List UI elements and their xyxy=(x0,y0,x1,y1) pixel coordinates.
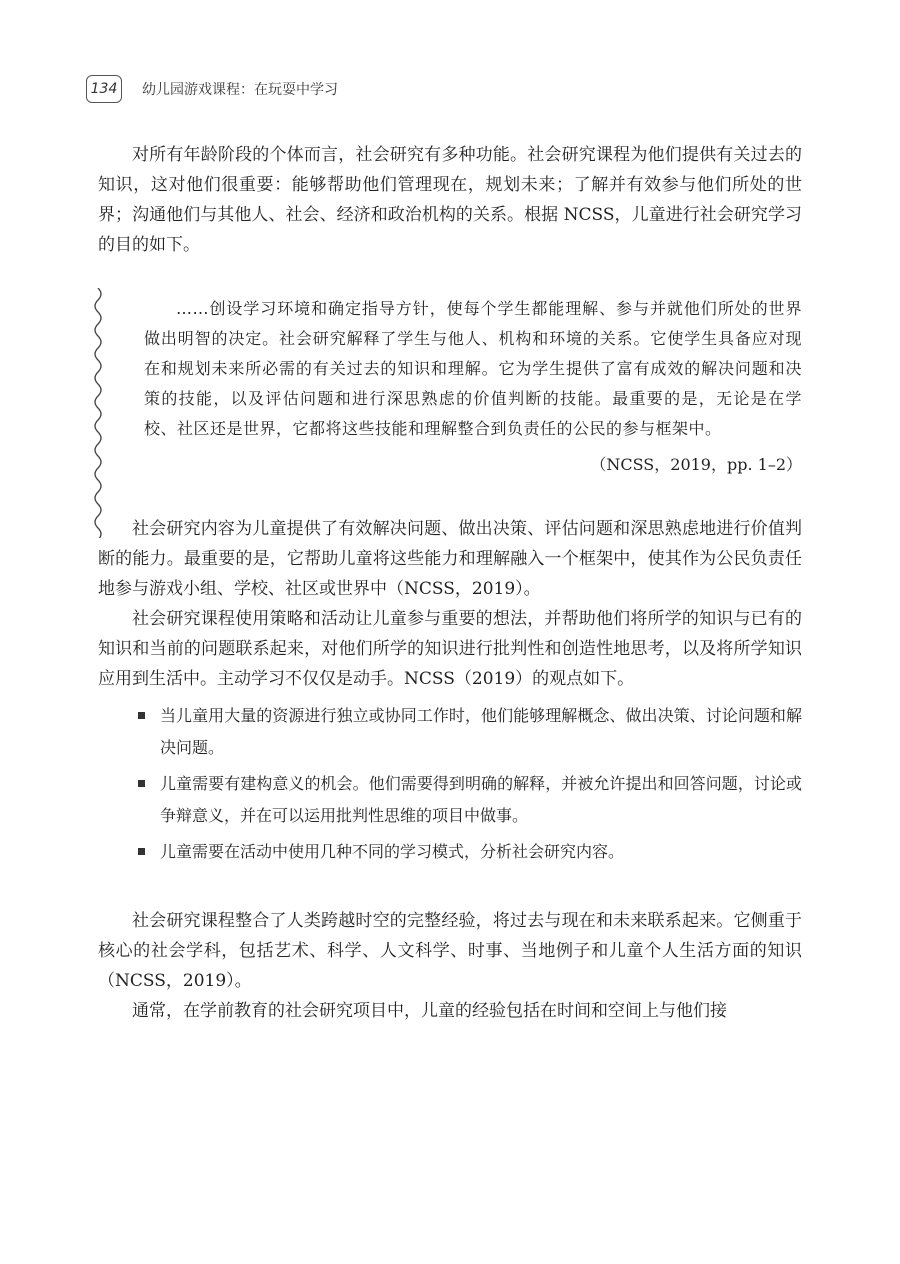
list-item xyxy=(138,836,802,868)
quote-citation: （NCSS，2019，pp. 1–2） xyxy=(590,455,802,474)
quote-text: ……创设学习环境和确定指导方针，使每个学生都能理解、参与并就他们所处的世界做出明智的决定。社会研究解释了学生与他人、机构和环境的关系。它使学生具备应对现在和规划未来所必需的有关过去的知识和理解。它为学生提供了富有成效的解决问题和决策的技能，以及评估问题和进行深思熟虑的价值判断的技能。最重要的是，无论是在学校、社区还是世界，它都将这些技能和理解整合到负责任的公民的参与框架中。 xyxy=(144,299,802,438)
square-bullet-icon xyxy=(138,712,145,719)
block-quote xyxy=(98,294,802,480)
body-paragraph: 对所有年龄阶段的个体而言，社会研究有多种功能。社会研究课程为他们提供有关过去的知识，这对他们很重要：能够帮助他们管理现在，规划未来；了解并有效参与他们所处的世界；沟通他们与其他人、社会、经济和政治机构的关系。根据 NCSS，儿童进行社会研究学习的目的如下。 xyxy=(98,145,802,255)
list-item-text: 儿童需要有建构意义的机会。他们需要得到明确的解释，并被允许提出和回答问题，讨论或争辩意义，并在可以运用批判性思维的项目中做事。 xyxy=(160,774,802,825)
square-bullet-icon xyxy=(138,848,145,855)
page-header xyxy=(86,72,338,106)
list-item-text: 当儿童用大量的资源进行独立或协同工作时，他们能够理解概念、做出决策、讨论问题和解决问题。 xyxy=(160,706,802,757)
square-bullet-icon xyxy=(138,780,145,787)
list-item xyxy=(138,768,802,832)
wavy-line-icon xyxy=(92,288,104,538)
body-paragraph: 社会研究内容为儿童提供了有效解决问题、做出决策、评估问题和深思熟虑地进行价值判断的能力。最重要的是，它帮助儿童将这些能力和理解融入一个框架中，使其作为公民负责任地参与游戏小组、学校、社区或世界中（NCSS，2019）。 xyxy=(98,519,802,599)
list-item-text: 儿童需要在活动中使用几种不同的学习模式，分析社会研究内容。 xyxy=(160,842,625,861)
body-paragraph: 社会研究课程使用策略和活动让儿童参与重要的想法，并帮助他们将所学的知识与已有的知识和当前的问题联系起来，对他们所学的知识进行批判性和创造性地思考，以及将所学知识应用到生活中。主动学习不仅仅是动手。NCSS（2019）的观点如下。 xyxy=(98,609,802,689)
body-paragraph: 通常，在学前教育的社会研究项目中，儿童的经验包括在时间和空间上与他们接 xyxy=(132,1001,727,1021)
running-title: 幼儿园游戏课程：在玩耍中学习 xyxy=(142,82,338,98)
page-number: 134 xyxy=(86,75,122,103)
page-body xyxy=(98,140,802,1026)
list-item xyxy=(138,700,802,764)
body-paragraph: 社会研究课程整合了人类跨越时空的完整经验，将过去与现在和未来联系起来。它侧重于核心的社会学科，包括艺术、科学、人文科学、时事、当地例子和儿童个人生活方面的知识（NCSS，2019）。 xyxy=(98,911,802,991)
bullet-list xyxy=(98,700,802,868)
